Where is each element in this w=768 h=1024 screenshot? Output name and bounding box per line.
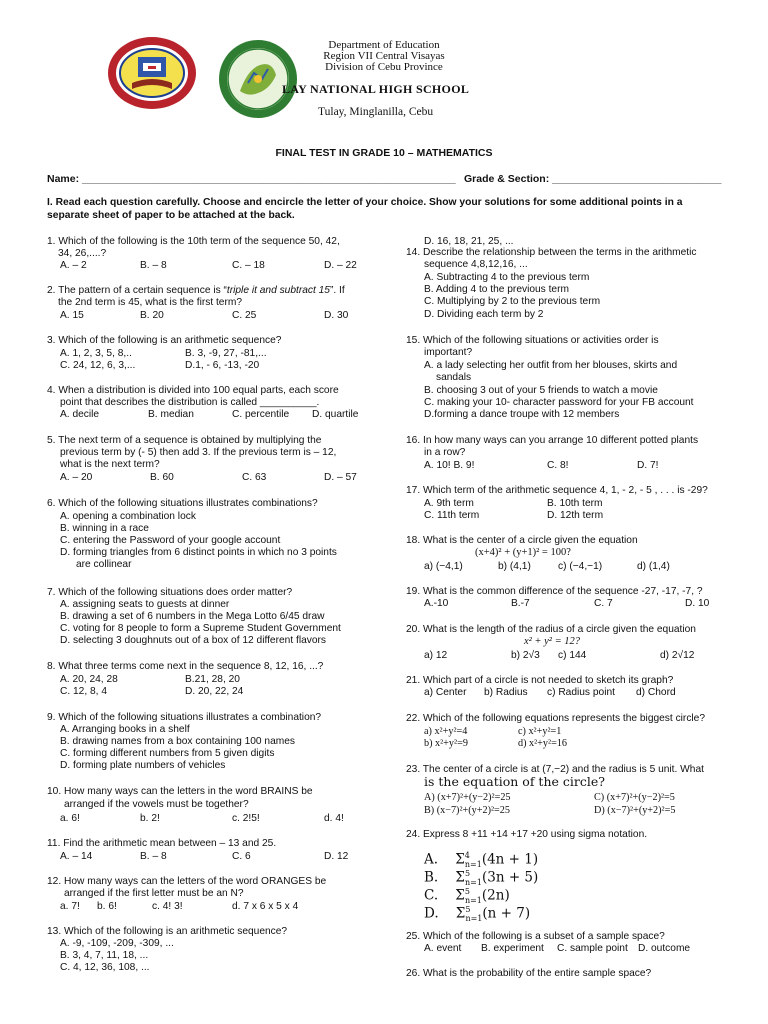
question-21: 21. Which part of a circle is not needed to sketch its graph? [406, 675, 674, 686]
question-17: 17. Which term of the arithmetic sequence 4, 1, - 2, - 5 , . . . is -29? [406, 485, 708, 496]
option[interactable]: A. Arranging books in a shelf [60, 724, 190, 735]
option[interactable]: C. making your 10- character password for your FB account [424, 397, 694, 408]
option[interactable]: A. – 2 [60, 260, 87, 271]
question-26: 26. What is the probability of the entire sample space? [406, 968, 652, 979]
question-23-cont: is the equation of the circle? [424, 774, 605, 789]
option[interactable]: c. 4! 3! [152, 901, 183, 912]
school-location: Tulay, Minglanilla, Cebu [318, 106, 434, 118]
question-13: 13. Which of the following is an arithmetic sequence? [47, 926, 288, 937]
option[interactable]: D. 30 [324, 310, 349, 321]
option[interactable]: B. experiment [481, 943, 544, 954]
option[interactable]: B.-7 [511, 598, 530, 609]
question-3: 3. Which of the following is an arithmetic sequence? [47, 335, 282, 346]
question-14: 14. Describe the relationship between the terms in the arithmetic [406, 247, 697, 258]
question-8: 8. What three terms come next in the sequence 8, 12, 16, ...? [47, 661, 324, 672]
option[interactable]: C. entering the Password of your google account [60, 535, 281, 546]
option-cont: are collinear [76, 559, 132, 570]
option[interactable]: B.21, 28, 20 [185, 674, 240, 685]
option[interactable]: C. 4, 12, 36, 108, ... [60, 962, 150, 973]
option[interactable]: d) (1,4) [637, 561, 670, 572]
option[interactable]: D. outcome [638, 943, 691, 954]
option[interactable]: a) 12 [424, 650, 448, 661]
option[interactable]: D. 10 [685, 598, 710, 609]
option[interactable]: D. 16, 18, 21, 25, ... [424, 236, 514, 247]
option[interactable]: D. Dividing each term by 2 [424, 309, 544, 320]
option[interactable]: D. forming plate numbers of vehicles [60, 760, 226, 771]
question-11: 11. Find the arithmetic mean between – 13 and 25. [47, 838, 277, 849]
option[interactable]: d. 4! [324, 813, 344, 824]
question-5-cont2: what is the next term? [60, 459, 160, 470]
option[interactable]: B. winning in a race [60, 523, 149, 534]
question-4: 4. When a distribution is divided into 100 equal parts, each score [47, 385, 339, 396]
option[interactable]: A. 10! B. 9! [424, 460, 475, 471]
option[interactable]: A. a lady selecting her outfit from her blouses, skirts and [424, 360, 678, 371]
question-7: 7. Which of the following situations does order matter? [47, 587, 293, 598]
division-name: Division of Cebu Province [325, 61, 443, 73]
question-18: 18. What is the center of a circle given the equation [406, 535, 638, 546]
option[interactable]: A. $\Sigma^4_{n=1}(4n + 1)$ [424, 851, 539, 870]
question-1: 1. Which of the following is the 10th term of the sequence 50, 42, [47, 236, 340, 247]
question-18-equation: (x+4)² + (y+1)² = 100? [475, 547, 571, 558]
option[interactable]: b) 2√3 [511, 650, 540, 661]
option[interactable]: A. opening a combination lock [60, 511, 196, 522]
question-16-cont: in a row? [424, 447, 466, 458]
option[interactable]: B. $\Sigma^5_{n=1}(3n + 5)$ [424, 869, 539, 888]
question-10-cont: arranged if the vowels must be together? [64, 799, 249, 810]
option[interactable]: D. – 22 [324, 260, 357, 271]
option[interactable]: D. 20, 22, 24 [185, 686, 244, 697]
question-12-cont: arranged if the first letter must be an N? [64, 888, 244, 899]
option[interactable]: D. selecting 3 doughnuts out of a box of 12 different flavors [60, 635, 326, 646]
option[interactable]: c) (−4,−1) [558, 561, 603, 572]
option[interactable]: C. percentile [232, 409, 290, 420]
option[interactable]: d. 7 x 6 x 5 x 4 [232, 901, 299, 912]
option[interactable]: a. 7! [60, 901, 80, 912]
option[interactable]: A. Subtracting 4 to the previous term [424, 272, 590, 283]
question-2: 2. The pattern of a certain sequence is “triple it and subtract 15”. If [47, 285, 345, 296]
option[interactable]: a. 6! [60, 813, 80, 824]
option-cont: sandals [436, 372, 472, 383]
question-23: 23. The center of a circle is at (7,−2) and the radius is 5 unit. What [406, 764, 704, 775]
question-4-cont: point that describes the distribution is called __________. [60, 397, 320, 408]
option[interactable]: B. 3, 4, 7, 11, 18, ... [60, 950, 149, 961]
question-19: 19. What is the common difference of the sequence -27, -17, -7, ? [406, 586, 703, 597]
option[interactable]: A) (x+7)²+(y−2)²=25 [424, 792, 511, 803]
option[interactable]: d) Chord [636, 687, 676, 698]
option[interactable]: A. – 14 [60, 851, 93, 862]
option[interactable]: A. 9th term [424, 498, 474, 509]
option[interactable]: a) x²+y²=4 [424, 726, 468, 737]
option[interactable]: B. – 8 [140, 260, 167, 271]
school-name: LAY NATIONAL HIGH SCHOOL [282, 82, 470, 96]
option[interactable]: B. 10th term [547, 498, 603, 509]
option[interactable]: B. 60 [150, 472, 174, 483]
option[interactable]: D. quartile [312, 409, 359, 420]
option[interactable]: B) (x−7)²+(y+2)²=25 [424, 805, 510, 816]
question-20-equation: x² + y² = 12? [524, 636, 581, 647]
option[interactable]: C. 11th term [424, 510, 480, 521]
option[interactable]: A. event [424, 943, 462, 954]
option[interactable]: A. decile [60, 409, 100, 420]
option[interactable]: D.forming a dance troupe with 12 members [424, 409, 620, 420]
option[interactable]: D.1, - 6, -13, -20 [185, 360, 260, 371]
option[interactable]: C. 63 [242, 472, 267, 483]
option[interactable]: C. 6 [232, 851, 251, 862]
option[interactable]: A.-10 [424, 598, 449, 609]
option[interactable]: C. sample point [557, 943, 628, 954]
option[interactable]: C. $\Sigma^5_{n=1}(2n)$ [424, 887, 510, 906]
option[interactable]: d) 2√12 [660, 650, 695, 661]
option[interactable]: C. voting for 8 people to form a Supreme Student Government [60, 623, 341, 634]
option[interactable]: A. 1, 2, 3, 5, 8,.. [60, 348, 132, 359]
option[interactable]: B. Adding 4 to the previous term [424, 284, 569, 295]
question-12: 12. How many ways can the letters of the word ORANGES be [47, 876, 327, 887]
option[interactable]: C. forming different numbers from 5 given digits [60, 748, 275, 759]
option[interactable]: D. 12th term [547, 510, 604, 521]
option[interactable]: C. Multiplying by 2 to the previous term [424, 296, 601, 307]
option[interactable]: b) x²+y²=9 [424, 738, 468, 749]
question-5: 5. The next term of a sequence is obtained by multiplying the [47, 435, 322, 446]
question-15: 15. Which of the following situations or activities order is [406, 335, 659, 346]
option[interactable]: B. median [148, 409, 194, 420]
option[interactable]: C. 24, 12, 6, 3,... [60, 360, 136, 371]
option[interactable]: A. assigning seats to guests at dinner [60, 599, 230, 610]
option[interactable]: C. – 18 [232, 260, 265, 271]
option[interactable]: D. – 57 [324, 472, 357, 483]
option[interactable]: B. drawing a set of 6 numbers in the Mega Lotto 6/45 draw [60, 611, 325, 622]
question-15-cont: important? [424, 347, 473, 358]
question-14-cont: sequence 4,8,12,16, ... [424, 259, 528, 270]
option[interactable]: b) (4,1) [498, 561, 531, 572]
option[interactable]: D. forming triangles from 6 distinct points in which no 3 points [60, 547, 337, 558]
question-10: 10. How many ways can the letters in the word BRAINS be [47, 786, 313, 797]
option[interactable]: B. drawing names from a box containing 100 names [60, 736, 296, 747]
grade-section-field[interactable]: Grade & Section: _____________________________ [464, 173, 722, 185]
dept-name: Department of Education [328, 39, 440, 51]
option[interactable]: c) 144 [558, 650, 587, 661]
option[interactable]: D. 12 [324, 851, 349, 862]
question-25: 25. Which of the following is a subset of a sample space? [406, 931, 665, 942]
question-20: 20. What is the length of the radius of a circle given the equation [406, 624, 696, 635]
option[interactable]: C) (x+7)²+(y−2)²=5 [594, 792, 675, 803]
option[interactable]: a) Center [424, 687, 467, 698]
option[interactable]: A. -9, -109, -209, -309, ... [60, 938, 174, 949]
option[interactable]: A. 20, 24, 28 [60, 674, 118, 685]
question-5-cont: previous term by (- 5) then add 3. If the previous term is – 12, [60, 447, 337, 458]
test-title: FINAL TEST IN GRADE 10 – MATHEMATICS [275, 147, 493, 159]
question-1-cont: 34, 26,....? [58, 248, 107, 259]
option[interactable]: b. 2! [140, 813, 160, 824]
option[interactable]: c. 2!5! [232, 813, 260, 824]
question-2-cont: the 2nd term is 45, what is the first term? [58, 297, 243, 308]
option[interactable]: B. 3, -9, 27, -81,... [185, 348, 267, 359]
option[interactable]: b) Radius [484, 687, 528, 698]
option[interactable]: C. 12, 8, 4 [60, 686, 108, 697]
option[interactable]: c) Radius point [547, 687, 615, 698]
option[interactable]: C. 25 [232, 310, 257, 321]
question-6: 6. Which of the following situations illustrates combinations? [47, 498, 318, 509]
school-seal-logo [106, 35, 198, 111]
option[interactable]: B. choosing 3 out of your 5 friends to watch a movie [424, 385, 658, 396]
option[interactable]: C. 8! [547, 460, 569, 471]
option[interactable]: A. 15 [60, 310, 84, 321]
instructions: I. Read each question carefully. Choose and encircle the letter of your choice. Show your solutions for some additional points in a separate sheet of paper to be attached at the back. [47, 197, 683, 221]
option[interactable]: D. 7! [637, 460, 659, 471]
option[interactable]: a) (−4,1) [424, 561, 463, 572]
option[interactable]: D. $\Sigma^5_{n=1}(n + 7)$ [424, 905, 531, 924]
name-field[interactable]: Name: ________________________________________________________________ [47, 173, 456, 185]
option[interactable]: B. – 8 [140, 851, 167, 862]
region-name: Region VII Central Visayas [323, 50, 445, 62]
option[interactable]: d) x²+y²=16 [518, 738, 568, 749]
question-24: 24. Express 8 +11 +14 +17 +20 using sigma notation. [406, 829, 648, 840]
option[interactable]: D) (x−7)²+(y+2)²=5 [594, 805, 676, 816]
option[interactable]: b. 6! [97, 901, 117, 912]
option[interactable]: C. 7 [594, 598, 613, 609]
question-22: 22. Which of the following equations represents the biggest circle? [406, 713, 706, 724]
option[interactable]: c) x²+y²=1 [518, 726, 562, 737]
question-16: 16. In how many ways can you arrange 10 different potted plants [406, 435, 699, 446]
question-9: 9. Which of the following situations illustrates a combination? [47, 712, 322, 723]
option[interactable]: A. – 20 [60, 472, 93, 483]
option[interactable]: B. 20 [140, 310, 164, 321]
